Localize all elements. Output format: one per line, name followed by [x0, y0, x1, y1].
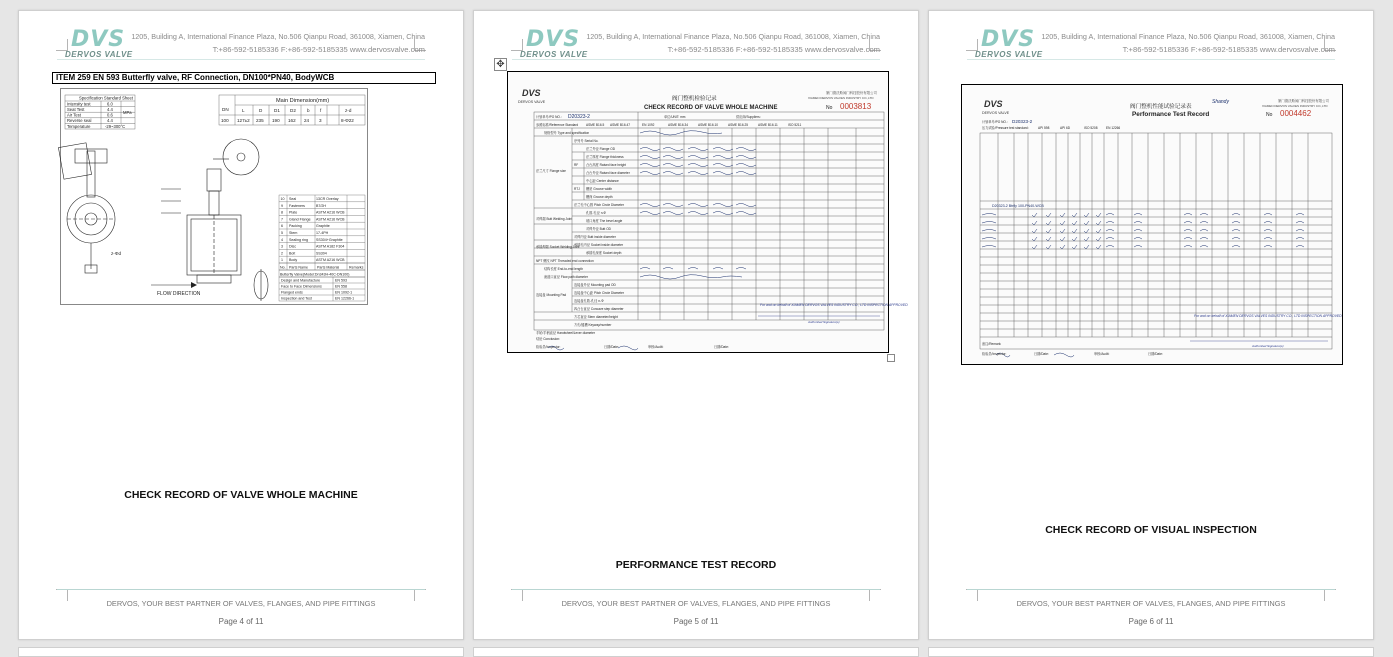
parts-header-row	[279, 263, 365, 277]
svg-text:压力试验/Pressure test standard:: 压力试验/Pressure test standard:	[982, 126, 1029, 130]
svg-text:ASTM A182 F304: ASTM A182 F304	[316, 244, 345, 249]
svg-text:D20323-2 Btrfly 100-PN40-WCB: D20323-2 Btrfly 100-PN40-WCB	[992, 204, 1044, 208]
svg-text:No: No	[1266, 112, 1273, 118]
footer-divider	[512, 589, 880, 590]
svg-text:D1: D1	[274, 108, 280, 113]
page-number: Page 6 of 11	[1128, 617, 1174, 626]
svg-text:RTJ: RTJ	[574, 187, 580, 191]
next-page-edge	[928, 647, 1374, 657]
svg-text:Specification Standard Sheet: Specification Standard Sheet	[79, 95, 134, 101]
svg-text:ASME B16.10: ASME B16.10	[698, 123, 719, 127]
svg-text:ISO 5211: ISO 5211	[788, 123, 802, 127]
svg-text:法兰尺寸 Flange size: 法兰尺寸 Flange size	[536, 169, 566, 173]
svg-text:b: b	[307, 108, 310, 113]
valve-side-view	[58, 143, 115, 273]
svg-text:No.: No.	[280, 265, 286, 270]
section-caption: PERFORMANCE TEST RECORD	[615, 559, 777, 571]
record-footer	[982, 341, 1163, 356]
svg-text:3: 3	[281, 244, 283, 249]
svg-text:法兰外径 Flange OD: 法兰外径 Flange OD	[586, 147, 616, 151]
svg-text:审核/Audit:: 审核/Audit:	[1094, 352, 1110, 356]
svg-text:ASME B16.5: ASME B16.5	[586, 123, 605, 127]
logo-text: DERVOS VALVE	[975, 50, 1043, 59]
valve-front-view	[161, 139, 259, 283]
svg-text:Remarks: Remarks	[349, 265, 364, 270]
svg-text:ISO 5208: ISO 5208	[1084, 126, 1098, 130]
header-divider	[512, 59, 880, 60]
header-contact: T:+86-592-5185336 F:+86-592-5185335 www.dervosvalve.com	[212, 45, 425, 54]
svg-text:EN 1092-1: EN 1092-1	[335, 290, 353, 295]
svg-text:z-d: z-d	[345, 108, 352, 113]
footer-divider	[57, 589, 425, 590]
svg-text:DN: DN	[222, 107, 229, 112]
svg-text:RF: RF	[574, 163, 579, 167]
header-divider	[967, 59, 1335, 60]
document-page-4	[18, 10, 464, 640]
drawing-svg	[61, 89, 369, 306]
svg-text:Fasteners: Fasteners	[289, 203, 305, 208]
svg-text:规格型号 Type and specification: 规格型号 Type and specification	[544, 131, 590, 135]
svg-text:连接盘外径 Mounting pad OD: 连接盘外径 Mounting pad OD	[574, 283, 616, 287]
next-page-edge	[18, 647, 464, 657]
svg-text:Inspection and Test: Inspection and Test	[281, 296, 312, 301]
svg-text:Sealing ring: Sealing ring	[289, 237, 308, 242]
footer-slogan: DERVOS, YOUR BEST PARTNER OF VALVES, FLANGES, AND PIPE FITTINGS	[561, 599, 831, 608]
svg-text:NPT 螺纹 NPT Threaded end connec: NPT 螺纹 NPT Threaded end connection	[536, 259, 594, 263]
svg-text:SS304: SS304	[316, 251, 327, 256]
svg-text:z-Φd: z-Φd	[111, 251, 122, 256]
svg-text:检验员/Inspector:: 检验员/Inspector:	[982, 352, 1007, 356]
svg-text:FLOW DIRECTION: FLOW DIRECTION	[157, 291, 201, 297]
svg-text:API 598: API 598	[1038, 126, 1050, 130]
svg-text:法兰孔中心圆 Pitch Circle Diameter: 法兰孔中心圆 Pitch Circle Diameter	[574, 203, 624, 207]
svg-text:ASME B16.25: ASME B16.25	[728, 123, 749, 127]
svg-text:法兰厚度 Flange thickness: 法兰厚度 Flange thickness	[586, 155, 624, 159]
svg-text:Performance Test Record: Performance Test Record	[1132, 111, 1210, 118]
svg-text:Disc: Disc	[289, 244, 296, 249]
svg-text:8: 8	[281, 210, 283, 215]
header-address: 1205, Building A, International Finance Plaza, No.506 Qianpu Road, 361008, Xiamen, China	[131, 32, 425, 41]
svg-text:No: No	[826, 105, 833, 111]
svg-text:MPa: MPa	[123, 110, 132, 115]
record-header	[982, 119, 1120, 130]
header-address: 1205, Building A, International Finance Plaza, No.506 Qianpu Road, 361008, Xiamen, China	[586, 32, 880, 41]
svg-text:XIAMEN DERVOS VALVES INDUSTRY: XIAMEN DERVOS VALVES INDUSTRY CO.,LTD	[808, 96, 874, 100]
svg-text:10: 10	[280, 197, 285, 201]
svg-text:EN 1092: EN 1092	[642, 123, 655, 127]
svg-text:For and on behalf of XIAMEN DE: For and on behalf of XIAMEN DERVOS VALVES INDUSTRY CO., LTD INSPECTION APPROVED	[760, 303, 908, 307]
svg-text:结论 Conclusion:: 结论 Conclusion:	[536, 337, 560, 341]
svg-text:连接盘 Mounting Pad: 连接盘 Mounting Pad	[536, 293, 567, 297]
svg-text:供应商/Suppliers:: 供应商/Suppliers:	[736, 115, 761, 119]
svg-text:3: 3	[319, 118, 322, 123]
row-labels	[536, 114, 801, 349]
svg-text:Authorized Signature(s): Authorized Signature(s)	[1252, 344, 1284, 348]
svg-text:Shandy: Shandy	[1212, 99, 1229, 105]
svg-text:ASME B16.47: ASME B16.47	[610, 123, 631, 127]
svg-text:承插孔深度 Socket depth: 承插孔深度 Socket depth	[586, 251, 622, 255]
svg-text:4.4: 4.4	[107, 118, 113, 124]
logo-mark: DVS	[71, 27, 126, 52]
svg-text:孔数-孔径 n-Φ: 孔数-孔径 n-Φ	[586, 211, 607, 215]
svg-text:D20323-2: D20323-2	[568, 114, 590, 120]
svg-text:日期/Date:: 日期/Date:	[714, 345, 729, 349]
svg-text:日期/Date:: 日期/Date:	[604, 345, 619, 349]
svg-text:8-Φ22: 8-Φ22	[341, 118, 354, 123]
svg-text:SS304+Graphite: SS304+Graphite	[316, 237, 343, 242]
svg-text:API 6D: API 6D	[1060, 126, 1071, 130]
item-title: ITEM 259 EN 593 Butterfly valve, RF Connection, DN100*PN40, BodyWCB	[52, 72, 436, 84]
handwritten-checks	[982, 213, 1304, 357]
svg-text:6.0: 6.0	[107, 101, 113, 107]
svg-text:Butterfly Valve(Model:Dn343H-4: Butterfly Valve(Model:Dn343H-40C-DN100)	[280, 272, 350, 277]
scan-svg	[508, 72, 908, 354]
svg-text:127±2: 127±2	[237, 118, 250, 123]
svg-text:阀门整机性能试验记录表: 阀门整机性能试验记录表	[1130, 104, 1192, 110]
svg-text:EN 12266: EN 12266	[1106, 126, 1121, 130]
svg-text:CHECK RECORD OF VALVE WHOLE MA: CHECK RECORD OF VALVE WHOLE MACHINE	[644, 105, 778, 111]
svg-text:1: 1	[281, 258, 283, 263]
svg-text:承插焊端 Socket Welding Joint: 承插焊端 Socket Welding Joint	[536, 245, 580, 249]
svg-text:方孔/键槽 Keyway/number: 方孔/键槽 Keyway/number	[574, 323, 612, 327]
svg-text:DVS: DVS	[522, 88, 541, 98]
svg-text:连接盘中心距 Pitch Circle Diameter: 连接盘中心距 Pitch Circle Diameter	[574, 291, 624, 295]
svg-text:4: 4	[281, 237, 283, 242]
approval-stamp	[1190, 314, 1342, 348]
section-caption: CHECK RECORD OF VISUAL INSPECTION	[1045, 524, 1257, 536]
svg-text:Body: Body	[289, 258, 298, 263]
scanned-check-record[interactable]	[507, 71, 908, 353]
svg-text:Authorized Signature(s): Authorized Signature(s)	[808, 320, 840, 324]
dimension-table	[219, 95, 365, 125]
spec-table	[65, 95, 135, 129]
svg-text:检验员/Inspector:: 检验员/Inspector:	[536, 345, 561, 349]
svg-text:槽宽 Groove width: 槽宽 Groove width	[586, 187, 613, 191]
svg-text:D20323-2: D20323-2	[1012, 119, 1033, 124]
resize-handle[interactable]	[887, 354, 895, 362]
svg-text:凸台高度 Raised face height: 凸台高度 Raised face height	[586, 163, 627, 167]
header-divider	[57, 59, 425, 60]
svg-text:L: L	[242, 108, 245, 113]
logo-mark: DVS	[981, 27, 1036, 52]
logo-text: DERVOS VALVE	[65, 50, 133, 59]
svg-text:Face to Face Dimensions: Face to Face Dimensions	[281, 284, 322, 289]
svg-text:手轮/手柄直径 Handwheel/Lever diamet: 手轮/手柄直径 Handwheel/Lever diameter	[536, 331, 595, 335]
svg-text:-29~300°C: -29~300°C	[105, 123, 126, 129]
svg-text:DERVOS VALVE: DERVOS VALVE	[518, 100, 546, 104]
scan-svg	[962, 85, 1344, 366]
svg-text:坡口角度 The bevel angle: 坡口角度 The bevel angle	[586, 219, 623, 223]
svg-text:Bolt: Bolt	[289, 251, 296, 256]
parts-table	[279, 195, 365, 263]
svg-text:计划单号/PO NO.:: 计划单号/PO NO.:	[982, 120, 1008, 124]
header-contact: T:+86-592-5185336 F:+86-592-5185335 www.dervosvalve.com	[667, 45, 880, 54]
svg-text:参照标准/Reference Standard: 参照标准/Reference Standard	[536, 123, 579, 127]
svg-text:0.6: 0.6	[107, 112, 113, 118]
standards-table	[279, 277, 365, 301]
footer-slogan: DERVOS, YOUR BEST PARTNER OF VALVES, FLANGES, AND PIPE FITTINGS	[106, 599, 376, 608]
svg-text:Plate: Plate	[289, 210, 298, 215]
header-contact: T:+86-592-5185336 F:+86-592-5185335 www.dervosvalve.com	[1122, 45, 1335, 54]
svg-text:Air Test: Air Test	[67, 112, 81, 118]
svg-text:槽深 Groove depth: 槽深 Groove depth	[586, 195, 613, 199]
svg-text:对焊内径 Butt inside diameter: 对焊内径 Butt inside diameter	[574, 235, 616, 239]
svg-text:Main Dimension(mm): Main Dimension(mm)	[276, 98, 330, 104]
logo-mark: DVS	[526, 27, 581, 52]
header-address: 1205, Building A, International Finance Plaza, No.506 Qianpu Road, 361008, Xiamen, China	[1041, 32, 1335, 41]
svg-text:ASME B16.34: ASME B16.34	[668, 123, 689, 127]
svg-text:24: 24	[304, 118, 310, 123]
svg-text:EN 12266-1: EN 12266-1	[335, 296, 355, 301]
svg-text:四凸台直径 Concave step diameter: 四凸台直径 Concave step diameter	[574, 307, 624, 311]
svg-text:序列号 Serial No.: 序列号 Serial No.	[574, 139, 599, 143]
svg-text:日期/Date:: 日期/Date:	[1148, 352, 1163, 356]
svg-text:For and on behalf of XIAMEN DE: For and on behalf of XIAMEN DERVOS VALVES INDUSTRY CO., LTD INSPECTION APPROVED	[1194, 314, 1342, 318]
svg-text:D2: D2	[290, 108, 296, 113]
svg-text:DVS: DVS	[984, 99, 1003, 109]
svg-text:中心距 Center distance: 中心距 Center distance	[586, 179, 619, 183]
svg-text:100: 100	[221, 118, 229, 123]
svg-text:Stem: Stem	[289, 231, 298, 235]
svg-text:计划单号/PO NO.:: 计划单号/PO NO.:	[536, 115, 562, 119]
svg-text:6: 6	[281, 224, 283, 229]
svg-text:5: 5	[281, 231, 283, 235]
svg-text:DERVOS VALVE: DERVOS VALVE	[982, 111, 1010, 115]
svg-text:190: 190	[272, 118, 280, 123]
svg-text:ASTM A216 WCB: ASTM A216 WCB	[316, 210, 345, 215]
logo-text: DERVOS VALVE	[520, 50, 588, 59]
svg-text:162: 162	[288, 118, 296, 123]
svg-text:Temperature: Temperature	[67, 123, 91, 129]
svg-text:Intensity test: Intensity test	[67, 101, 91, 107]
page-number: Page 5 of 11	[673, 617, 719, 626]
svg-text:D: D	[259, 108, 263, 113]
svg-text:13CR Overlay: 13CR Overlay	[316, 197, 339, 201]
svg-text:Design and Manufacture: Design and Manufacture	[281, 278, 321, 283]
svg-text:方芯直径 Stem diameter/height: 方芯直径 Stem diameter/height	[574, 315, 618, 319]
svg-text:厦门德沃斯阀门科技股份有限公司: 厦门德沃斯阀门科技股份有限公司	[826, 91, 877, 95]
svg-text:7: 7	[281, 217, 283, 222]
svg-text:ASTM A216 WCB: ASTM A216 WCB	[316, 217, 345, 222]
svg-text:f: f	[320, 108, 322, 113]
table-move-handle-icon[interactable]: ✥	[494, 58, 507, 71]
svg-text:0003813: 0003813	[840, 102, 872, 111]
svg-text:对焊端 Butt Welding Joint: 对焊端 Butt Welding Joint	[536, 217, 573, 221]
svg-text:B7/2H: B7/2H	[316, 203, 326, 208]
svg-text:0004462: 0004462	[1280, 109, 1312, 118]
section-caption: CHECK RECORD OF VALVE WHOLE MACHINE	[124, 489, 358, 501]
next-page-edge	[473, 647, 919, 657]
document-page-5	[473, 10, 919, 640]
svg-text:4.4: 4.4	[107, 107, 113, 112]
svg-text:结构长度 End-to-end length: 结构长度 End-to-end length	[544, 267, 583, 271]
page-number: Page 4 of 11	[218, 617, 264, 626]
svg-text:Graphite: Graphite	[316, 224, 330, 229]
svg-text:2: 2	[281, 251, 283, 256]
svg-text:Parts Material: Parts Material	[317, 265, 340, 270]
footer-divider	[967, 589, 1335, 590]
document-page-6	[928, 10, 1374, 640]
svg-text:单位/UNIT: mm: 单位/UNIT: mm	[664, 115, 686, 119]
svg-text:Flanged ends: Flanged ends	[281, 290, 303, 295]
svg-text:EN 593: EN 593	[335, 278, 347, 283]
svg-text:对焊外径 Butt OD: 对焊外径 Butt OD	[586, 227, 611, 231]
approval-stamp	[758, 303, 908, 324]
svg-text:流道口直径 Flow path diameter: 流道口直径 Flow path diameter	[544, 275, 588, 279]
svg-text:ASME B16.11: ASME B16.11	[758, 123, 778, 127]
svg-text:ASTM A216 WCB: ASTM A216 WCB	[316, 258, 345, 263]
svg-text:备注/Remark:: 备注/Remark:	[982, 342, 1002, 346]
svg-text:审核/Audit:: 审核/Audit:	[648, 345, 664, 349]
svg-text:Parts Name: Parts Name	[289, 265, 308, 270]
svg-text:连接盘孔数-孔径 n-Φ: 连接盘孔数-孔径 n-Φ	[574, 299, 604, 303]
svg-text:Gland Flange: Gland Flange	[289, 217, 311, 222]
svg-text:XIAMEN DERVOS VALVES INDUSTRY: XIAMEN DERVOS VALVES INDUSTRY CO.,LTD	[1262, 104, 1328, 108]
svg-text:承插孔内径 Socket inside diameter: 承插孔内径 Socket inside diameter	[574, 243, 624, 247]
svg-text:凸台外径 Raised face diameter: 凸台外径 Raised face diameter	[586, 171, 630, 175]
footer-slogan: DERVOS, YOUR BEST PARTNER OF VALVES, FLANGES, AND PIPE FITTINGS	[1016, 599, 1286, 608]
svg-text:EN 558: EN 558	[335, 284, 347, 289]
scanned-performance-record[interactable]	[961, 84, 1343, 365]
svg-text:Seat Test: Seat Test	[67, 107, 85, 112]
disc-section-view	[254, 269, 268, 301]
svg-text:阀门整机检验记录: 阀门整机检验记录	[672, 96, 717, 102]
svg-text:Reverse seal: Reverse seal	[67, 118, 92, 124]
svg-text:日期/Date:: 日期/Date:	[1034, 352, 1049, 356]
svg-text:厦门德沃斯阀门科技股份有限公司: 厦门德沃斯阀门科技股份有限公司	[1278, 99, 1329, 103]
svg-text:Seal: Seal	[289, 197, 297, 201]
svg-text:235: 235	[256, 118, 264, 123]
svg-text:17-4PH: 17-4PH	[316, 231, 329, 235]
valve-drawing	[60, 88, 368, 305]
svg-text:Packing: Packing	[289, 224, 302, 229]
svg-text:9: 9	[281, 203, 283, 208]
